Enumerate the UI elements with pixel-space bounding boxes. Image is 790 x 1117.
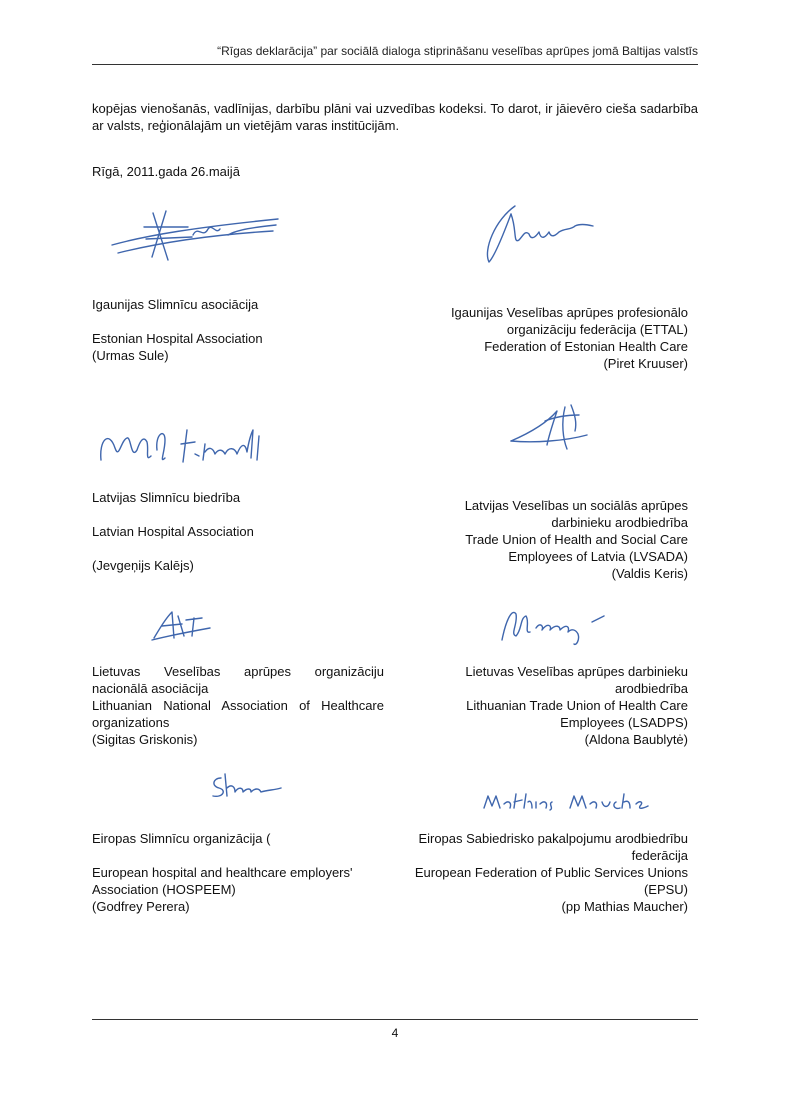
org-name-lv-line1: Latvijas Veselības un sociālās aprūpes xyxy=(464,498,688,513)
org-name-en: Estonian Hospital Association xyxy=(92,331,263,346)
signatory-name: (Sigitas Griskonis) xyxy=(92,732,198,747)
signatory-name: (Godfrey Perera) xyxy=(92,899,190,914)
signature-urmas-sule xyxy=(108,205,283,265)
signatory-name: (Aldona Baublytė) xyxy=(584,732,688,747)
org-name-en-line2: Association (HOSPEEM) xyxy=(92,882,236,897)
org-name-lv-line2: organizāciju federācija (ETTAL) xyxy=(506,322,688,337)
org-name-lv: Igaunijas Slimnīcu asociācija xyxy=(92,297,259,312)
org-name-lv-line2: arodbiedrība xyxy=(615,681,688,696)
signature-valdis-keris xyxy=(505,395,600,455)
running-header: “Rīgas deklarācija” par sociālā dialoga stiprināšanu veselības aprūpes jomā Baltijas valstīs xyxy=(217,44,698,58)
signatory-name: (Urmas Sule) xyxy=(92,348,169,363)
org-name-lv: Latvijas Slimnīcu biedrība xyxy=(92,490,241,505)
signatory-latvian-hospital-association xyxy=(92,489,384,574)
org-name-lv-line2: federācija xyxy=(631,848,688,863)
org-name-lv-line1: Lietuvas Veselības aprūpes organizāciju xyxy=(92,664,384,679)
org-name-lv-line2: darbinieku arodbiedrība xyxy=(551,515,688,530)
org-name-lv-line1: Eiropas Sabiedrisko pakalpojumu arodbiedrību xyxy=(418,831,688,846)
body-paragraph: kopējas vienošanās, vadlīnijas, darbību plāni vai uzvedības kodeksi. To darot, ir jāievēro cieša sadarbība ar valsts, reģionālajām un vietējām varas institūcijām. xyxy=(92,101,698,133)
signature-piret-kruuser xyxy=(475,200,605,270)
signature-godfrey-perera xyxy=(205,770,285,805)
page-number: 4 xyxy=(391,1026,399,1040)
signatory-hospeem xyxy=(92,830,384,915)
footer-rule xyxy=(92,1019,698,1020)
org-name-en-line2: (EPSU) xyxy=(643,882,688,897)
org-name-lv-line1: Lietuvas Veselības aprūpes darbinieku xyxy=(465,664,688,679)
org-name-en-line1: European Federation of Public Services Unions xyxy=(414,865,688,880)
org-name-lv: Eiropas Slimnīcu organizācija ( xyxy=(92,831,271,846)
org-name-en: Latvian Hospital Association xyxy=(92,524,254,539)
org-name-en-line2: Employees of Latvia (LVSADA) xyxy=(508,549,688,564)
signatory-lvsada xyxy=(400,497,688,582)
signatory-epsu xyxy=(400,830,688,915)
signatory-name: (Piret Kruuser) xyxy=(603,356,688,371)
header-rule xyxy=(92,64,698,65)
org-name-en-line2: Employees (LSADPS) xyxy=(560,715,688,730)
signatory-ettal xyxy=(400,304,688,372)
org-name-lv-line2: nacionālā asociācija xyxy=(92,681,209,696)
signatory-lithuanian-healthcare-organizations xyxy=(92,663,384,748)
signature-sigitas-griskonis xyxy=(148,608,218,643)
signature-mathias-maucher xyxy=(478,788,653,818)
signatory-name: (Jevgeņijs Kalējs) xyxy=(92,558,194,573)
org-name-en-line1: European hospital and healthcare employers' xyxy=(92,865,353,880)
signature-jevgenijs-kalejs xyxy=(95,420,285,470)
org-name-en: Federation of Estonian Health Care xyxy=(484,339,688,354)
org-name-en-line1: Lithuanian Trade Union of Health Care xyxy=(466,698,688,713)
org-name-en-line1: Lithuanian National Association of Healthcare xyxy=(92,698,384,713)
signatory-estonian-hospital-association xyxy=(92,296,384,364)
org-name-en-line1: Trade Union of Health and Social Care xyxy=(465,532,688,547)
dateline: Rīgā, 2011.gada 26.maijā xyxy=(92,164,240,179)
signatory-name: (Valdis Keris) xyxy=(611,566,688,581)
signatory-lsadps xyxy=(400,663,688,748)
org-name-lv-line1: Igaunijas Veselības aprūpes profesionālo xyxy=(450,305,688,320)
signatory-name: (pp Mathias Maucher) xyxy=(561,899,688,914)
org-name-en-line2: organizations xyxy=(92,715,170,730)
signature-aldona-baublyte xyxy=(496,600,611,650)
